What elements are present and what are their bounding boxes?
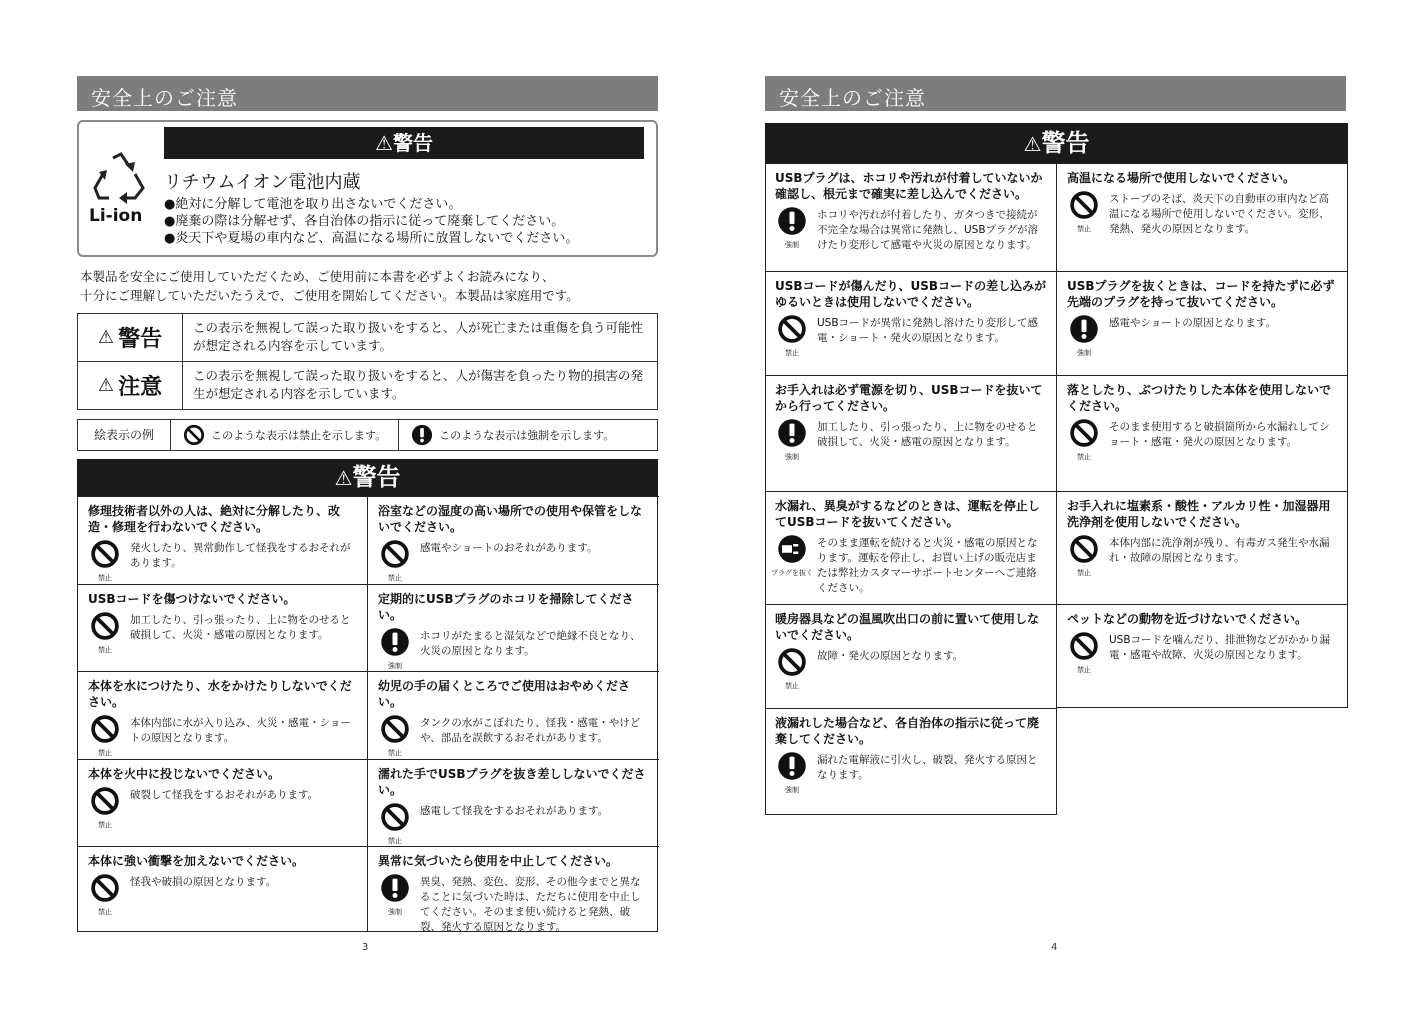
prohibit-icon	[380, 714, 410, 748]
battery-line-3: ●炎天下や夏場の車内など、高温になる場所に放置しないでください。	[164, 231, 579, 246]
warning-item	[765, 163, 1057, 271]
warning-triangle-icon: ⚠	[97, 327, 115, 348]
warning-item-desc: 感電して怪我をするおそれがあります。	[420, 805, 609, 817]
icon-label: 禁止	[388, 574, 402, 582]
intro-line-1: 本製品を安全にご使用していただくため、ご使用前に本書を必ずよくお読みになり、	[80, 269, 555, 284]
warning-item-title: 浴室などの湿度の高い場所での使用や保管をしないでください。	[378, 504, 643, 534]
mandatory-icon	[777, 206, 807, 240]
page-number-left: 3	[362, 942, 369, 953]
icon-label: 禁止	[1077, 453, 1091, 461]
symbol-example-row	[77, 419, 658, 451]
warning-item-title: お手入れに塩素系・酸性・アルカリ性・加湿器用洗浄剤を使用しないでください。	[1067, 499, 1331, 529]
icon-label: 強制	[785, 786, 799, 794]
warning-item-desc: 本体内部に水が入り込み、火災・感電・ショートの原因となります。	[130, 717, 351, 744]
battery-line-1: ●絶対に分解して電池を取り出さないでください。	[164, 197, 462, 212]
battery-line-2: ●廃棄の際は分解せず、各自治体の指示に従って廃棄してください。	[164, 214, 565, 229]
intro-line-2: 十分にご理解していただいたうえで、ご使用を開始してください。本製品は家庭用です。	[80, 288, 579, 303]
icon-label: プラグを抜く	[771, 569, 813, 577]
warning-item-desc: ストーブのそば、炎天下の自動車の車内など高温になる場所で使用しないでください。変形、発熱、発火の原因となります。	[1109, 193, 1330, 235]
warning-item-desc: 発火したり、異常動作して怪我をするおそれがあります。	[130, 542, 351, 569]
warning-item-title: 異常に気づいたら使用を中止してください。	[378, 854, 619, 868]
warning-item	[368, 584, 659, 671]
legend-text-caution: この表示を無視して誤った取り扱いをすると、人が傷害を負ったり物的損害の発生が想定される内容を示しています。	[193, 368, 644, 401]
prohibit-icon	[90, 539, 120, 573]
left-section-title: 安全上のご注意	[77, 76, 658, 111]
icon-label: 強制	[785, 241, 799, 249]
legend-text-warning: この表示を無視して誤った取り扱いをすると、人が死亡または重傷を負う可能性が想定される内容を示しています。	[193, 320, 644, 353]
warning-item-title: 幼児の手の届くところでご使用はおやめください。	[378, 679, 630, 709]
prohibit-icon	[777, 647, 807, 681]
prohibit-icon	[1069, 631, 1099, 665]
warning-item-desc: タンクの水がこぼれたり、怪我・感電・やけどや、部品を誤飲するおそれがあります。	[420, 717, 641, 744]
warning-item-title: USBプラグは、ホコリや汚れが付着していないか確認し、根元まで確実に差し込んでください。	[775, 171, 1043, 201]
warning-item-title: 濡れた手でUSBプラグを抜き差ししないでください。	[378, 767, 646, 797]
icon-label: 禁止	[98, 749, 112, 757]
warning-item-title: お手入れは必ず電源を切り、USBコードを抜いてから行ってください。	[775, 383, 1043, 413]
warning-item-title: 修理技術者以外の人は、絶対に分解したり、改造・修理を行わないでください。	[88, 504, 341, 534]
warning-triangle-icon: ⚠	[1023, 132, 1042, 156]
warning-item-title: 本体を火中に投じないでください。	[88, 767, 281, 781]
prohibit-icon	[1069, 190, 1099, 224]
warning-item-title: USBコードが傷んだり、USBコードの差し込みがゆるいときは使用しないでください。	[775, 279, 1047, 309]
warning-item	[78, 671, 368, 759]
warning-item-title: 定期的にUSBプラグのホコリを掃除してください。	[378, 592, 634, 622]
icon-label: 強制	[1077, 349, 1091, 357]
right-section-title: 安全上のご注意	[765, 76, 1346, 111]
icon-label: 禁止	[388, 749, 402, 757]
warning-item-desc: ホコリや汚れが付着したり、ガタつきで接続が不完全な場合は異常に発熱し、USBプラグが溶けたり変形して感電や火災の原因となります。	[817, 209, 1039, 251]
warning-item-title: 本体を水につけたり、水をかけたりしないでください。	[88, 679, 352, 709]
example-label: 絵表示の例	[78, 420, 171, 450]
recycle-icon	[91, 152, 151, 204]
warning-item-desc: 本体内部に洗浄剤が残り、有毒ガス発生や水漏れ・故障の原因となります。	[1109, 537, 1330, 564]
warning-item	[1057, 271, 1348, 375]
caution-triangle-icon: ⚠	[97, 375, 115, 396]
warning-item	[765, 604, 1057, 708]
icon-label: 禁止	[98, 821, 112, 829]
icon-label: 強制	[388, 908, 402, 916]
warning-item	[78, 584, 368, 671]
warning-item-title: 液漏れした場合など、各自治体の指示に従って廃棄してください。	[775, 716, 1040, 746]
warning-triangle-icon: ⚠	[375, 131, 393, 155]
warning-item-desc: 異臭、発熱、変色、変形、その他今までと異なることに気づいた時は、ただちに使用を中止してください。そのまま使い続けると発熱、破裂、発火する原因となります。	[420, 876, 641, 933]
right-warning-grid	[765, 163, 1348, 815]
warning-item	[1057, 604, 1348, 708]
warning-item-desc: 怪我や破損の原因となります。	[130, 876, 277, 888]
prohibit-icon	[183, 424, 205, 446]
warning-item-title: 高温になる場所で使用しないでください。	[1067, 171, 1296, 185]
legend-row-warning	[78, 314, 657, 362]
mandatory-icon	[777, 751, 807, 785]
legend-row-caution	[78, 362, 657, 409]
warning-item-desc: ホコリがたまると湿気などで絶縁不良となり、火災の原因となります。	[420, 630, 641, 657]
warning-item-title: 水漏れ、異臭がするなどのときは、運転を停止してUSBコードを抜いてください。	[775, 499, 1040, 529]
warning-item	[765, 271, 1057, 375]
prohibit-icon	[90, 786, 120, 820]
warning-item	[368, 496, 659, 584]
warning-item-desc: 破裂して怪我をするおそれがあります。	[130, 789, 319, 801]
warning-item	[78, 759, 368, 846]
icon-label: 禁止	[1077, 666, 1091, 674]
right-warning-header: ⚠警告	[765, 123, 1348, 163]
mandatory-icon	[411, 424, 433, 446]
legend-label-caution: ⚠ 注意	[78, 362, 183, 409]
warning-item-title: ペットなどの動物を近づけないでください。	[1067, 612, 1308, 626]
warning-item	[78, 846, 368, 932]
warning-item	[765, 491, 1057, 604]
icon-label: 禁止	[98, 908, 112, 916]
warning-item	[765, 708, 1057, 815]
icon-label: 禁止	[1077, 225, 1091, 233]
icon-label: 禁止	[98, 646, 112, 654]
warning-item	[1057, 491, 1348, 604]
warning-item-desc: USBコードが異常に発熱し溶けたり変形して感電・ショート・発火の原因となります。	[817, 317, 1039, 344]
warning-triangle-icon: ⚠	[334, 466, 353, 490]
warning-item	[1057, 163, 1348, 271]
unplug-icon	[777, 534, 807, 568]
prohibit-icon	[90, 611, 120, 645]
left-warning-header: ⚠警告	[77, 459, 658, 496]
example-prohibit	[171, 420, 399, 450]
icon-label: 強制	[388, 662, 402, 670]
prohibit-icon	[777, 314, 807, 348]
warning-item-title: USBコードを傷つけないでください。	[88, 592, 296, 606]
prohibit-icon	[90, 714, 120, 748]
battery-warning-header: ⚠警告	[164, 127, 644, 159]
warning-item-desc: 感電やショートの原因となります。	[1109, 317, 1276, 329]
icon-label: 禁止	[785, 349, 799, 357]
warning-item-desc: そのまま使用すると破損箇所から水漏れしてショート・感電・発火の原因となります。	[1109, 421, 1330, 448]
warning-item-desc: 漏れた電解液に引火し、破裂、発火する原因となります。	[817, 754, 1038, 781]
prohibit-icon	[380, 539, 410, 573]
warning-item	[368, 846, 659, 932]
battery-title: リチウムイオン電池内蔵	[164, 172, 361, 193]
warning-item-desc: 故障・発火の原因となります。	[817, 650, 964, 662]
icon-label: 禁止	[1077, 569, 1091, 577]
warning-item-title: 暖房器具などの温風吹出口の前に置いて使用しないでください。	[775, 612, 1040, 642]
warning-item-title: 落としたり、ぶつけたりした本体を使用しないでください。	[1067, 383, 1332, 413]
icon-label: 強制	[785, 453, 799, 461]
page-number-right: 4	[1051, 942, 1058, 953]
warning-item-desc: 加工したり、引っ張ったり、上に物をのせると破損して、火災・感電の原因となります。	[817, 421, 1038, 448]
battery-warning-box	[77, 120, 658, 257]
legend-table	[77, 313, 658, 410]
prohibit-icon	[90, 873, 120, 907]
warning-item	[78, 496, 368, 584]
prohibit-icon	[1069, 534, 1099, 568]
mandatory-icon	[1069, 314, 1099, 348]
left-warning-grid	[77, 496, 658, 932]
li-ion-logo: Li-ion	[89, 206, 143, 226]
warning-item-desc: そのまま運転を続けると火災・感電の原因となります。運転を停止し、お買い上げの販売店または弊社カスタマーサポートセンターへご連絡ください。	[817, 537, 1038, 594]
example-mandatory	[399, 420, 626, 450]
warning-item-desc: USBコードを噛んだり、排泄物などがかかり漏電・感電や故障、火災の原因となります。	[1109, 634, 1331, 661]
warning-item-desc: 感電やショートのおそれがあります。	[420, 542, 598, 554]
mandatory-icon	[777, 418, 807, 452]
prohibit-icon	[380, 802, 410, 836]
icon-label: 禁止	[785, 682, 799, 690]
prohibit-icon	[1069, 418, 1099, 452]
icon-label: 禁止	[98, 574, 112, 582]
warning-item	[1057, 375, 1348, 491]
mandatory-icon	[380, 627, 410, 661]
warning-item	[368, 671, 659, 759]
icon-label: 禁止	[388, 837, 402, 845]
warning-item-title: 本体に強い衝撃を加えないでください。	[88, 854, 305, 868]
warning-item	[765, 375, 1057, 491]
warning-item-title: USBプラグを抜くときは、コードを持たずに必ず先端のプラグを持って抜いてください。	[1067, 279, 1335, 309]
mandatory-icon	[380, 873, 410, 907]
warning-item-desc: 加工したり、引っ張ったり、上に物をのせると破損して、火災・感電の原因となります。	[130, 614, 351, 641]
warning-item	[368, 759, 659, 846]
example-prohibit-text: このような表示は禁止を示します。	[211, 429, 387, 442]
example-mandatory-text: このような表示は強制を示します。	[439, 429, 615, 442]
legend-label-warning: ⚠ 警告	[78, 314, 183, 361]
